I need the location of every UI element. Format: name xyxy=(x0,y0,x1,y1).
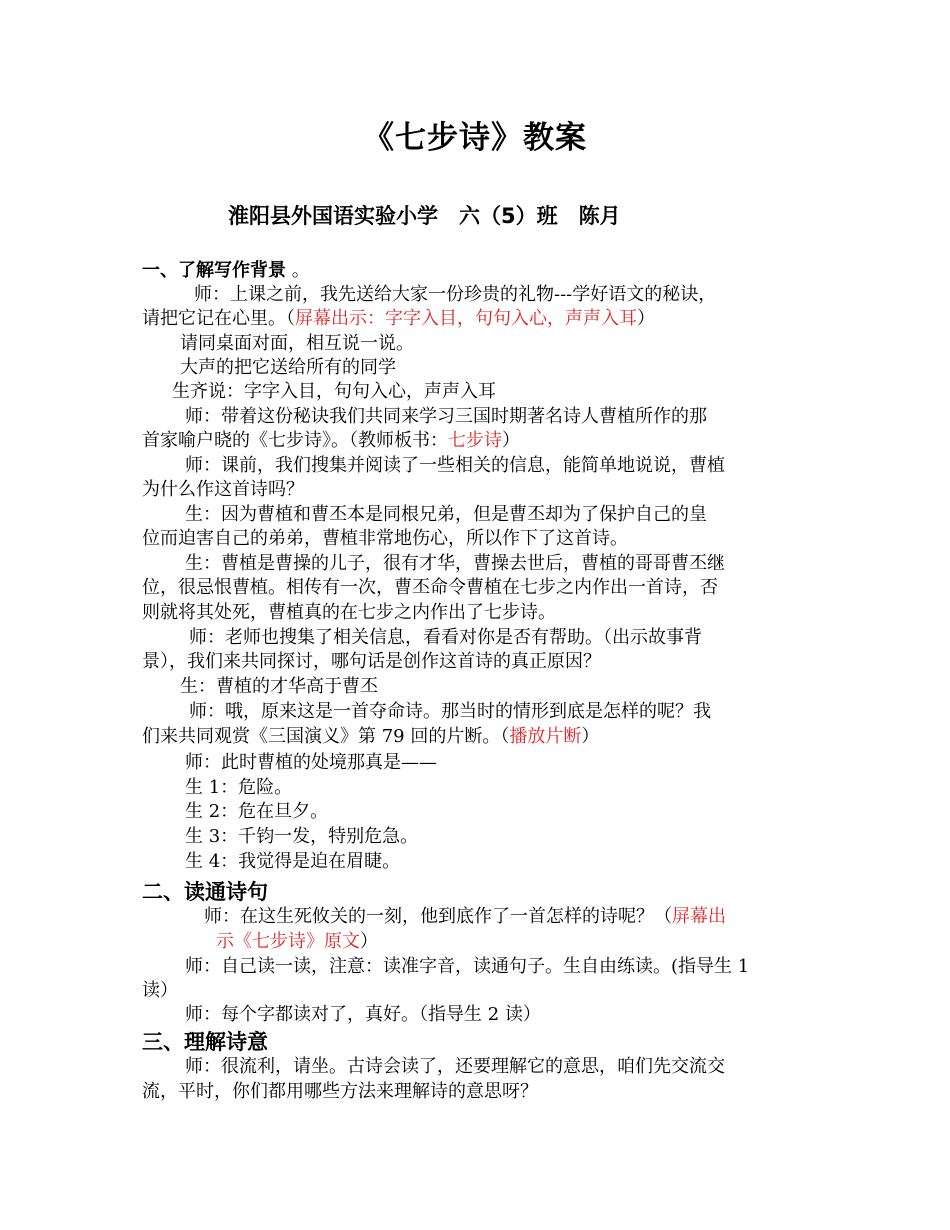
paragraph-line: 师：每个字都读对了，真好。（指导生 2 读） xyxy=(185,1004,541,1025)
paragraph-line: 师：哦，原来这是一首夺命诗。那当时的情形到底是怎样的呢？我 xyxy=(189,701,711,722)
paragraph-line: 生 2：危在旦夕。 xyxy=(185,801,329,822)
section-heading-reading: 二、读通诗句 xyxy=(142,880,268,904)
paragraph-line: 则就将其处死，曹植真的在七步之内作出了七步诗。 xyxy=(142,602,556,623)
paragraph-line: 生 4：我觉得是迫在眉睫。 xyxy=(185,851,401,872)
paragraph-line: 流，平时，你们都用哪些方法来理解诗的意思呀？ xyxy=(142,1081,538,1102)
paragraph-line: 请同桌面对面，相互说一说。 xyxy=(180,333,414,354)
paragraph-line: 生齐说：字字入目，句句入心，声声入耳 xyxy=(172,381,496,402)
paragraph-line xyxy=(142,429,520,453)
paragraph-line: 师：上课之前，我先送给大家一份珍贵的礼物---学好语文的秘诀， xyxy=(194,284,717,305)
paragraph-line: 生：曹植是曹操的儿子，很有才华，曹操去世后，曹植的哥哥曹丕继 xyxy=(185,553,725,574)
paragraph-line: 师：此时曹植的处境那真是—— xyxy=(185,752,437,773)
paragraph-line: 为什么作这首诗吗？ xyxy=(142,479,304,500)
document-subtitle: 淮阳县外国语实验小学 六（5）班 陈月 xyxy=(228,204,621,228)
paragraph-line: 景），我们来共同探讨，哪句话是创作这首诗的真正原因？ xyxy=(142,651,601,672)
paragraph-line xyxy=(204,905,726,929)
line-text: 请把它记在心里。（ xyxy=(142,308,295,329)
section-heading-meaning: 三、理解诗意 xyxy=(142,1030,268,1054)
paragraph-line xyxy=(142,307,655,331)
line-text: 首家喻户晓的《七步诗》。（教师板书： xyxy=(142,430,448,451)
section-heading-background xyxy=(142,256,310,282)
paragraph-line: 大声的把它送给所有的同学 xyxy=(180,357,396,378)
paragraph-line: 师：很流利，请坐。古诗会读了，还要理解它的意思，咱们先交流交 xyxy=(185,1056,725,1077)
paragraph-line: 生：曹植的才华高于曹丕 xyxy=(180,676,378,697)
paragraph-line: 生：因为曹植和曹丕本是同根兄弟，但是曹丕却为了保护自己的皇 xyxy=(185,504,707,525)
line-text: 们来共同观赏《三国演义》第 79 回的片断。（ xyxy=(142,726,510,747)
line-text: 师：在这生死攸关的一刻，他到底作了一首怎样的诗呢？（ xyxy=(204,906,672,927)
highlight-text: 七步诗 xyxy=(448,430,502,451)
highlight-text: 屏幕出 xyxy=(672,906,726,927)
paragraph-line: 师：自己读一读，注意：读准字音，读通句子。生自由练读。(指导生 1 xyxy=(185,956,750,977)
line-text: ） xyxy=(360,931,378,952)
paragraph-line xyxy=(216,930,378,954)
paragraph-line xyxy=(142,725,599,749)
highlight-text: 播放片断 xyxy=(509,726,582,747)
line-text: ） xyxy=(502,430,520,451)
section-heading-text: 一、了解写作背景 xyxy=(142,260,286,281)
paragraph-line: 位，很忌恨曹植。相传有一次，曹丕命令曹植在七步之内作出一首诗，否 xyxy=(142,577,718,598)
highlight-text: 示《七步诗》原文 xyxy=(216,931,360,952)
highlight-text: 屏幕出示：字字入目，句句入心，声声入耳 xyxy=(295,308,637,329)
paragraph-line: 师：老师也搜集了相关信息，看看对你是否有帮助。（出示故事背 xyxy=(189,627,702,648)
paragraph-line: 师：课前，我们搜集并阅读了一些相关的信息，能简单地说说，曹植 xyxy=(185,455,725,476)
paragraph-line: 生 3：千钧一发，特别危急。 xyxy=(185,826,419,847)
document-title: 《七步诗》教案 xyxy=(363,120,587,156)
paragraph-line: 读） xyxy=(142,980,178,1001)
line-text: ） xyxy=(581,726,600,747)
paragraph-line: 师：带着这份秘诀我们共同来学习三国时期著名诗人曹植所作的那 xyxy=(185,406,707,427)
line-text: ） xyxy=(637,308,655,329)
section-heading-tail: 。 xyxy=(286,260,310,281)
paragraph-line: 生 1：危险。 xyxy=(185,777,293,798)
paragraph-line: 位而迫害自己的弟弟，曹植非常地伤心，所以作下了这首诗。 xyxy=(142,528,628,549)
